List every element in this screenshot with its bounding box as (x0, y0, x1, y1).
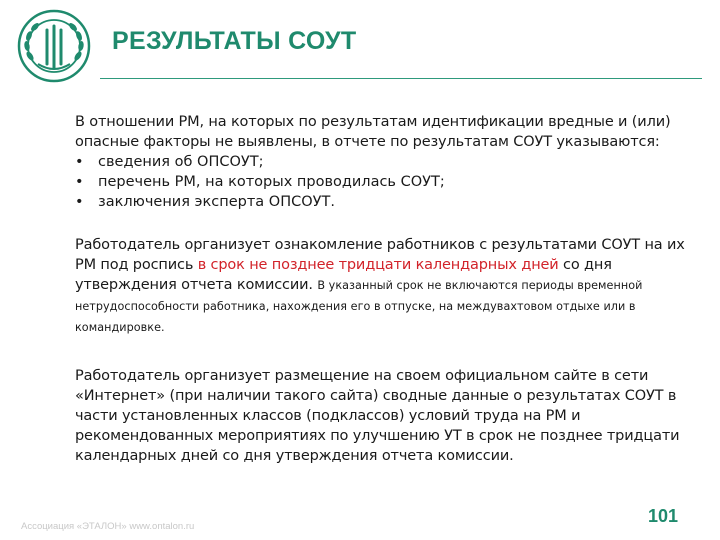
report-contents-list (75, 152, 697, 212)
familiarization-text: Работодатель организует ознакомление работников с результатами СОУТ на их РМ под роспись (75, 237, 685, 273)
paragraph-familiarization (75, 235, 697, 338)
list-item: • сведения об ОПСОУТ; (75, 152, 697, 172)
slide-content (75, 112, 697, 466)
list-item: • заключения эксперта ОПСОУТ. (75, 192, 697, 212)
page-number: 101 (648, 506, 679, 526)
paragraph-website-publication: Работодатель организует размещение на своем официальном сайте в сети «Интернет» (при наличии такого сайта) сводные данные о результатах СОУТ в части установленных классов (подклассов) условий труда на РМ и рекомендованных мероприятиях по улучшению УТ в срок не позднее тридцати календарных дней со дня утверждения отчета комиссии. (75, 368, 680, 464)
page-title: РЕЗУЛЬТАТЫ СОУТ (112, 27, 357, 55)
footer-association: Ассоциация «ЭТАЛОН» www.ontalon.ru (21, 521, 195, 532)
excluded-periods-note: В указанный срок не включаются периоды временной нетрудоспособности работника, нахождения его в отпуске, на междувахтовом отдыхе или в командировке. (75, 279, 643, 334)
list-item: • перечень РМ, на которых проводилась СОУТ; (75, 172, 697, 192)
wreath-emblem-icon (16, 8, 92, 84)
deadline-highlight: в срок не позднее тридцати календарных дней (197, 257, 559, 273)
familiarization-text-end: со дня утверждения отчета комиссии. (75, 257, 612, 293)
paragraph-identification: В отношении РМ, на которых по результатам идентификации вредные и (или) опасные факторы не выявлены, в отчете по результатам СОУТ указываются: (75, 114, 671, 150)
title-divider (100, 78, 702, 79)
